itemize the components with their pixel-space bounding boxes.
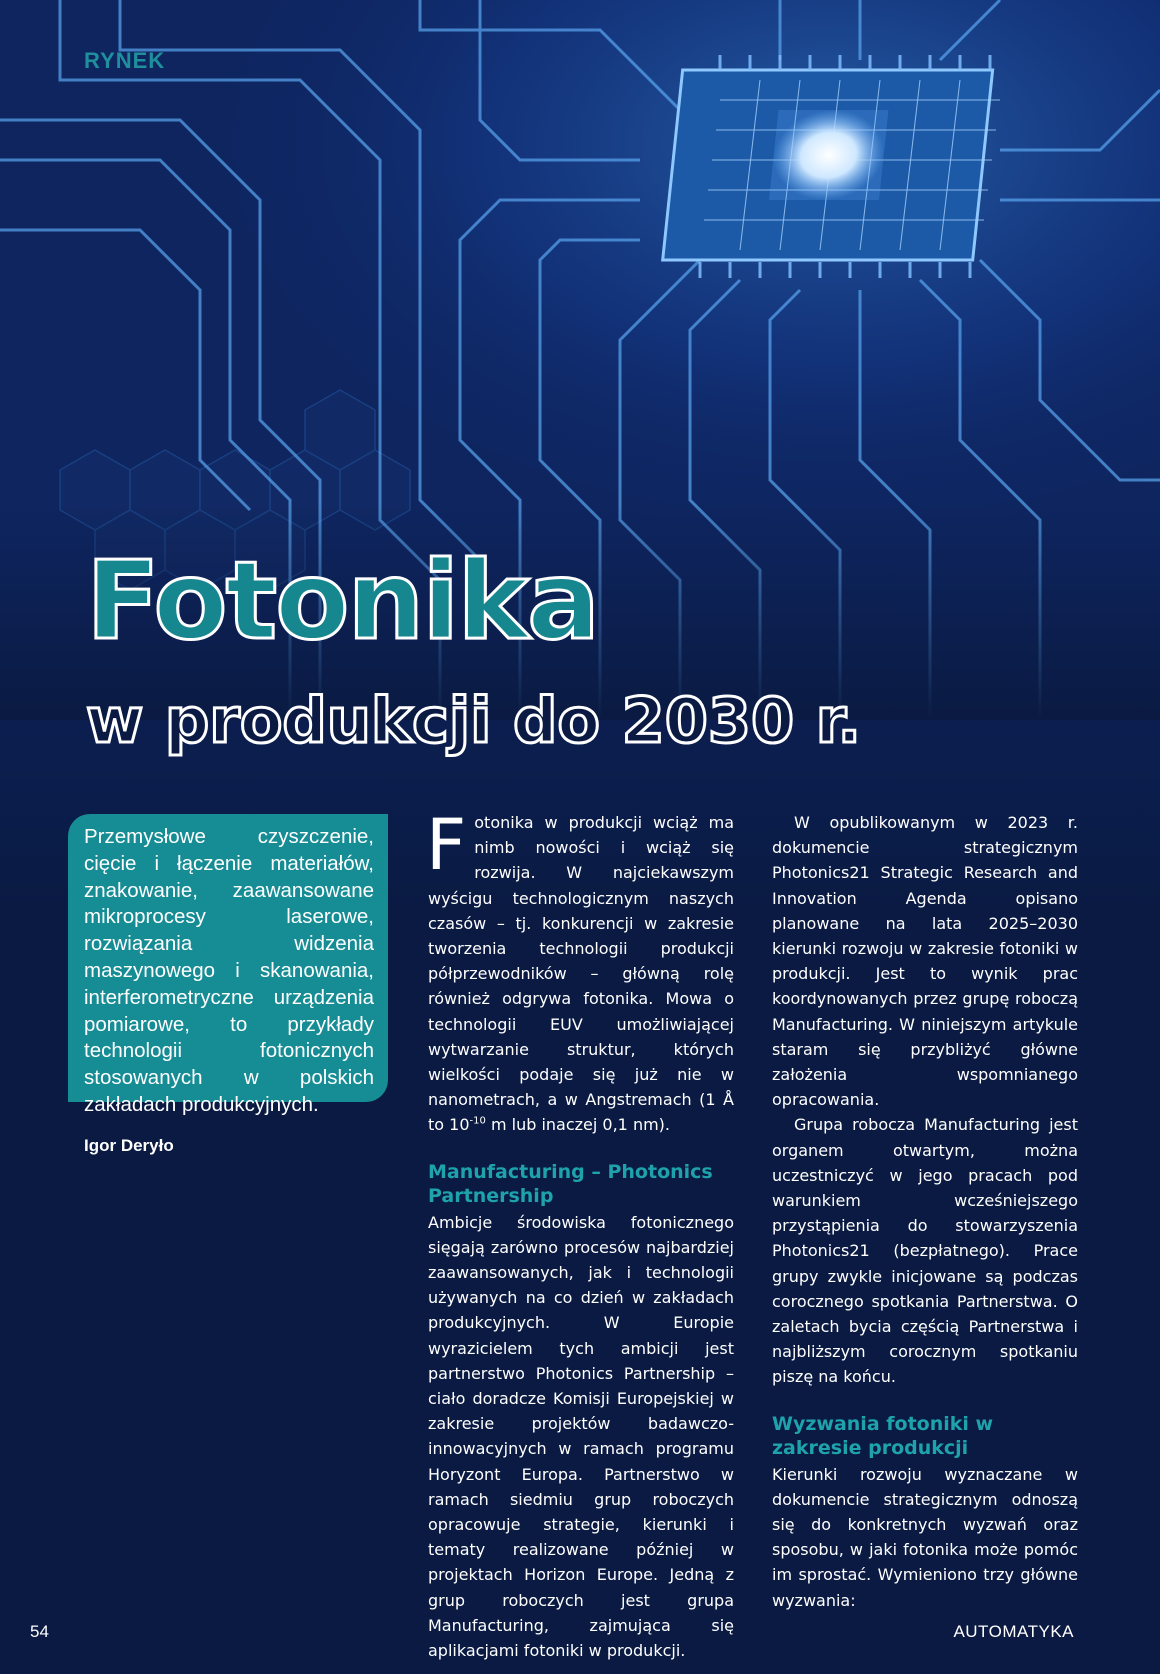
paragraph-text-end: m lub inaczej 0,1 nm).	[485, 1115, 670, 1135]
paragraph: Kierunki rozwoju wyznaczane w dokumencie strategicznym odnoszą się do konkretnych wyzwań oraz sposobu, w jaki fotonika może pomóc im sprostać. Wymieniono trzy główne wyzwania:	[772, 1464, 1078, 1610]
paragraph: Ambicje środowiska fotonicznego sięgają zarówno procesów najbardziej zaawansowanych, jak i technologii używanych na co dzień w zakładach produkcyjnych. W Europie wyrazicielem tych ambicji jest partnerstwo Photonics Partnership – ciało doradcze Komisji Europejskiej w zakresie projektów badawczo-innowacyjnych w ramach programu Horyzont Europa. Partnerstwo w ramach siedmiu grup roboczych opracowuje strategie, kierunki i tematy realizowane później w projektach Horizon Europe. Jedną z grup roboczych jest grupa Manufacturing, zajmująca się aplikacjami fotoniki w produkcji.	[428, 1212, 734, 1661]
article-column-1	[426, 804, 734, 1663]
article-subtitle: w produkcji do 2030 r.	[86, 684, 861, 757]
drop-cap: F	[426, 804, 467, 886]
article-column-2	[772, 810, 1078, 1613]
section-heading: Manufacturing – Photonics Partnership	[428, 1160, 713, 1207]
article-title: Fotonika	[86, 539, 599, 664]
paragraph: W opublikowanym w 2023 r. dokumencie strategicznym Photonics21 Strategic Research and Innovation Agenda opisano planowane na lata 2025–2030 kierunki rozwoju w zakresie fotoniki w produkcji. Jest to wynik prac koordynowanych przez grupę roboczą Manufacturing. W niniejszym artykule staram się przybliżyć główne założenia wspomnianego opracowania.	[772, 813, 1078, 1110]
section-tag: RYNEK	[84, 48, 166, 73]
magazine-name: AUTOMATYKA	[953, 1622, 1074, 1641]
superscript: -10	[469, 1116, 486, 1128]
page-number: 54	[30, 1622, 49, 1641]
lead-box	[68, 814, 388, 1116]
paragraph-text: otonika w produkcji wciąż ma nimb nowości i wciąż się rozwija. W najciekawszym wyścigu technologicznym naszych czasów – tj. konkurencji w zakresie tworzenia technologii produkcji półprzewodników – główną rolę również odgrywa fotonika. Mowa o technologii EUV umożliwiającej wytwarzanie struktur, których wielkości podaje się już nie w nanometrach, a w Angstremach (1 Å to 10	[428, 813, 734, 1135]
paragraph: Grupa robocza Manufacturing jest organem otwartym, można uczestniczyć w jego pracach pod warunkiem wcześniejszego przystąpienia do stowarzyszenia Photonics21 (bezpłatnego). Prace grupy zwykle inicjowane są podczas corocznego spotkania Partnerstwa. O zaletach bycia częścią Partnerstwa i najbliższym corocznym spotkaniu piszę na końcu.	[772, 1115, 1078, 1387]
paragraph	[426, 804, 734, 1138]
lead-text: Przemysłowe czyszczenie, cięcie i łączenie materiałów, znakowanie, zaawansowane mikroprocesy laserowe, rozwiązania widzenia maszynowego i skanowania, interferometryczne urządzenia pomiarowe, to przykłady technologii fotonicznych stosowanych w polskich zakładach produkcyjnych.	[84, 825, 374, 1116]
section-heading: Wyzwania fotoniki w zakresie produkcji	[772, 1412, 994, 1459]
author-name: Igor Deryło	[84, 1136, 174, 1155]
